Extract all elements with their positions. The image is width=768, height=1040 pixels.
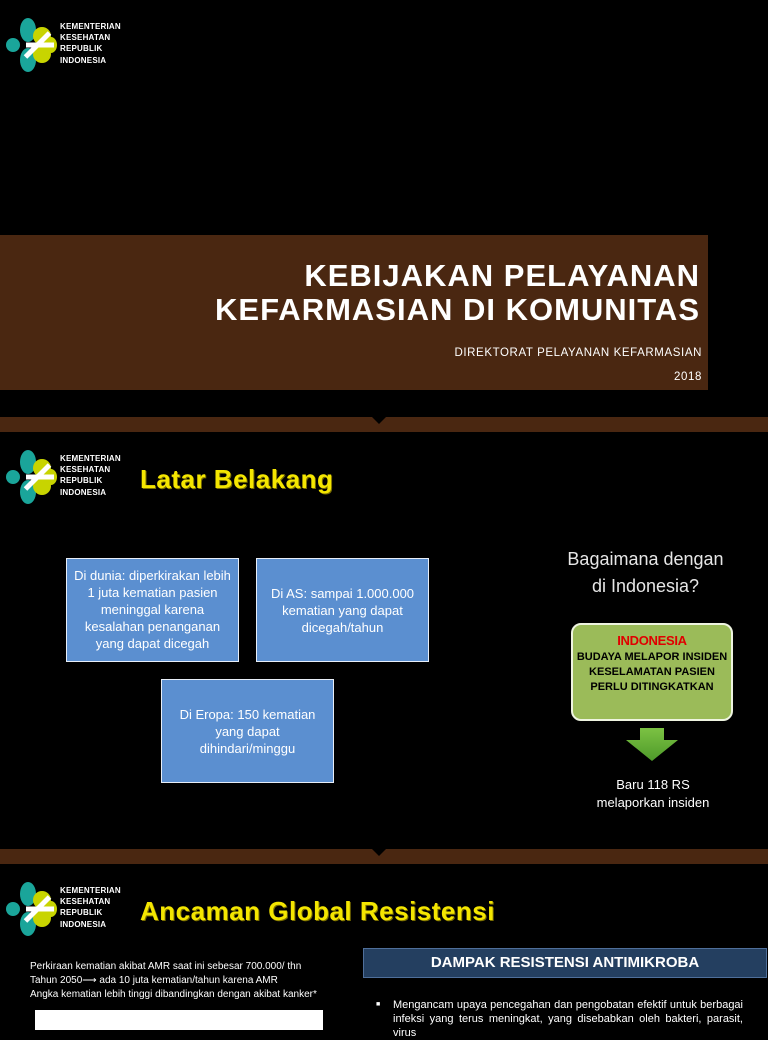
fact-box-world: Di dunia: diperkirakan lebih 1 juta kematian pasien meninggal karena kesalahan penanganan yang dapat dicegah xyxy=(66,558,239,662)
caption-line-1: Baru 118 RS xyxy=(616,777,690,792)
title-line-2: KEFARMASIAN DI KOMUNITAS xyxy=(215,292,700,327)
subtitle: DIREKTORAT PELAYANAN KEFARMASIAN xyxy=(454,347,702,359)
fact-box-europe: Di Eropa: 150 kematian yang dapat dihindari/minggu xyxy=(161,679,334,783)
logo-line-1: KEMENTERIAN xyxy=(60,454,121,463)
logo-text xyxy=(60,885,121,930)
logo-line-2: KESEHATAN xyxy=(60,33,111,43)
amr-line-1: Perkiraan kematian akibat AMR saat ini sebesar 700.000/ thn xyxy=(30,961,302,972)
amr-statistics xyxy=(30,960,350,1002)
logo-line-3: REPUBLIK xyxy=(60,44,103,54)
question-text xyxy=(548,546,743,600)
kemenkes-emblem-icon xyxy=(4,448,58,506)
bullet-icon: ■ xyxy=(376,1001,381,1008)
fact-box-us: Di AS: sampai 1.000.000 kematian yang dapat dicegah/tahun xyxy=(256,558,429,662)
slide-title-text xyxy=(215,259,700,327)
logo-text xyxy=(60,453,121,498)
kemenkes-emblem-icon xyxy=(4,880,58,938)
impact-header: DAMPAK RESISTENSI ANTIMIKROBA xyxy=(363,948,767,978)
title-band xyxy=(0,235,708,390)
logo-line-4: INDONESIA xyxy=(60,487,107,497)
slide-heading: Ancaman Global Resistensi xyxy=(140,896,495,926)
logo-line-4: INDONESIA xyxy=(60,55,107,65)
logo-line-2: KESEHATAN xyxy=(60,465,111,475)
white-panel xyxy=(35,1010,323,1030)
kemenkes-logo xyxy=(4,16,122,74)
slide-ancaman-global xyxy=(0,864,768,1039)
logo-line-3: REPUBLIK xyxy=(60,908,103,918)
indonesia-title: INDONESIA xyxy=(617,633,687,648)
amr-line-2: Tahun 2050⟶ ada 10 juta kematian/tahun karena AMR xyxy=(30,975,278,986)
kemenkes-logo xyxy=(4,448,122,506)
amr-line-3: Angka kematian lebih tinggi dibandingkan dengan akibat kanker* xyxy=(30,989,317,1000)
separator-notch xyxy=(372,417,386,424)
logo-line-2: KESEHATAN xyxy=(60,897,111,907)
logo-line-1: KEMENTERIAN xyxy=(60,22,121,31)
logo-line-3: REPUBLIK xyxy=(60,476,103,486)
slide-separator xyxy=(0,417,768,432)
question-line-2: di Indonesia? xyxy=(591,576,700,596)
slide-heading: Latar Belakang xyxy=(140,464,334,494)
report-caption xyxy=(578,776,728,812)
title-line-1: KEBIJAKAN PELAYANAN xyxy=(304,258,700,293)
indonesia-box xyxy=(571,623,733,721)
impact-bullet-text: Mengancam upaya pencegahan dan pengobatan efektif untuk berbagai infeksi yang terus meningkat, yang disebabkan oleh bakteri, parasit, virus xyxy=(393,999,743,1039)
slide-title xyxy=(0,0,768,417)
logo-line-1: KEMENTERIAN xyxy=(60,886,121,895)
logo-line-4: INDONESIA xyxy=(60,919,107,929)
down-arrow-icon xyxy=(625,728,679,762)
question-line-1: Bagaimana dengan xyxy=(567,549,724,569)
slide-latar-belakang xyxy=(0,432,768,849)
indonesia-body: BUDAYA MELAPOR INSIDEN KESELAMATAN PASIEN PERLU DITINGKATKAN xyxy=(576,651,728,693)
logo-text xyxy=(60,21,121,66)
slide-separator xyxy=(0,849,768,864)
kemenkes-logo xyxy=(4,880,122,938)
year: 2018 xyxy=(674,371,702,383)
caption-line-2: melaporkan insiden xyxy=(596,795,710,810)
kemenkes-emblem-icon xyxy=(4,16,58,74)
separator-notch xyxy=(372,849,386,856)
